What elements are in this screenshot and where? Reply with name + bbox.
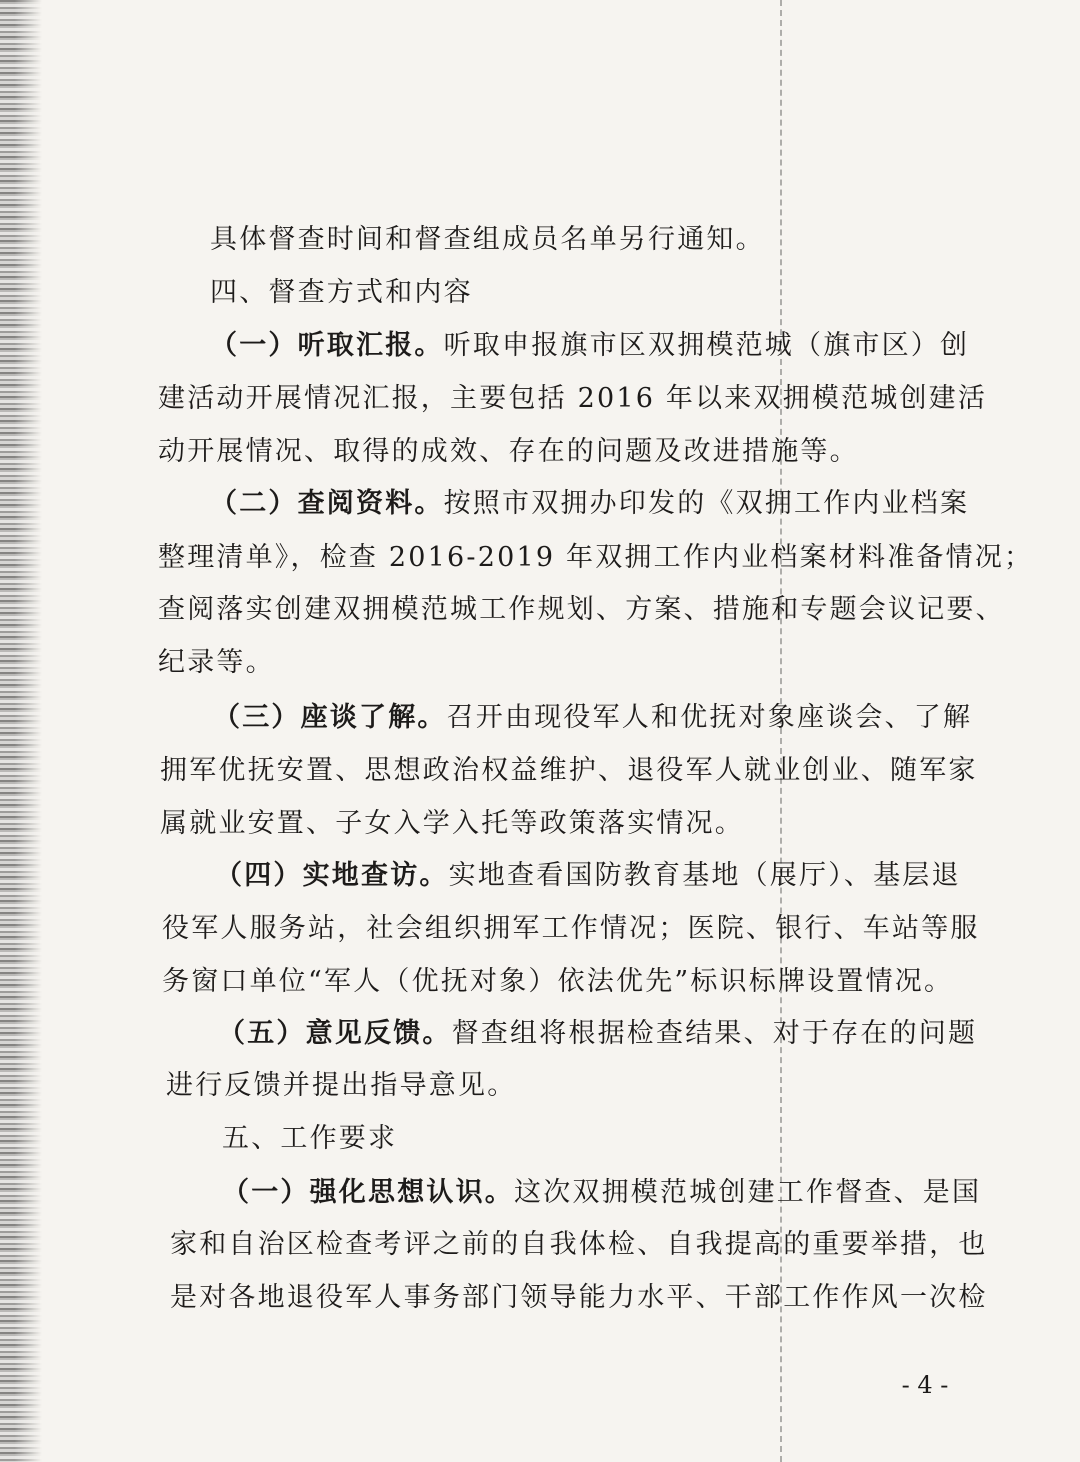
text-segment: 是对各地退役军人事务部门领导能力水平、干部工作作风一次检 <box>170 1282 988 1313</box>
text-line <box>170 1227 1080 1263</box>
text-line <box>222 1121 1080 1157</box>
text-segment: 动开展情况、取得的成效、存在的问题及改进措施等。 <box>158 436 859 467</box>
text-segment: 查阅落实创建双拥模范城工作规划、方案、措施和专题会议记要、 <box>158 594 1005 625</box>
text-segment: 役军人服务站，社会组织拥军工作情况；医院、银行、车站等服 <box>162 913 980 944</box>
text-line <box>162 964 1080 1000</box>
text-segment: 五、工作要求 <box>222 1123 398 1154</box>
section-heading: （四）实地查访。 <box>215 860 449 891</box>
text-line <box>170 1280 1080 1316</box>
text-line <box>210 486 1080 522</box>
scan-edge-shadow <box>0 0 42 1462</box>
text-segment: 实地查看国防教育基地（展厅）、基层退 <box>448 860 961 891</box>
section-heading: （二）查阅资料。 <box>210 488 444 519</box>
text-line <box>166 1068 1080 1104</box>
text-segment: 纪录等。 <box>158 647 275 678</box>
text-segment: 督查组将根据检查结果、对于存在的问题 <box>451 1018 978 1049</box>
text-line <box>158 434 1080 470</box>
text-line <box>210 275 1080 311</box>
section-heading: （五）意见反馈。 <box>218 1018 452 1049</box>
text-line <box>158 540 1080 576</box>
text-segment: 家和自治区检查考评之前的自我体检、自我提高的重要举措，也 <box>170 1229 988 1260</box>
section-heading: （一）强化思想认识。 <box>222 1177 514 1208</box>
text-line <box>160 806 1080 842</box>
text-line <box>158 592 1080 628</box>
text-line <box>222 1175 1080 1211</box>
text-line <box>210 328 1080 364</box>
text-line <box>162 911 1080 947</box>
page-number: - 4 - <box>901 1371 949 1399</box>
text-segment: 具体督查时间和督查组成员名单另行通知。 <box>210 224 765 255</box>
text-line <box>158 645 1080 681</box>
text-line <box>218 1016 1080 1052</box>
text-segment: 四、督查方式和内容 <box>210 277 473 308</box>
text-segment: 按照市双拥办印发的《双拥工作内业档案 <box>443 488 970 519</box>
text-line <box>158 381 1080 417</box>
text-line <box>215 858 1080 894</box>
text-segment: 务窗口单位“军人（优抚对象）依法优先”标识标牌设置情况。 <box>162 966 954 997</box>
text-segment: 属就业安置、子女入学入托等政策落实情况。 <box>160 808 744 839</box>
section-heading: （一）听取汇报。 <box>210 330 444 361</box>
text-segment: 听取申报旗市区双拥模范城（旗市区）创 <box>443 330 970 361</box>
text-line <box>160 753 1080 789</box>
text-segment: 进行反馈并提出指导意见。 <box>166 1070 517 1101</box>
text-segment: 建活动开展情况汇报，主要包括 2016 年以来双拥模范城创建活 <box>158 383 988 414</box>
text-line <box>213 700 1080 736</box>
text-segment: 整理清单》，检查 2016-2019 年双拥工作内业档案材料准备情况； <box>158 542 1034 573</box>
text-segment: 这次双拥模范城创建工作督查、是国 <box>514 1177 982 1208</box>
text-segment: 召开由现役军人和优抚对象座谈会、了解 <box>446 702 973 733</box>
text-segment: 拥军优抚安置、思想政治权益维护、退役军人就业创业、随军家 <box>160 755 978 786</box>
text-line <box>210 222 1080 258</box>
section-heading: （三）座谈了解。 <box>213 702 447 733</box>
